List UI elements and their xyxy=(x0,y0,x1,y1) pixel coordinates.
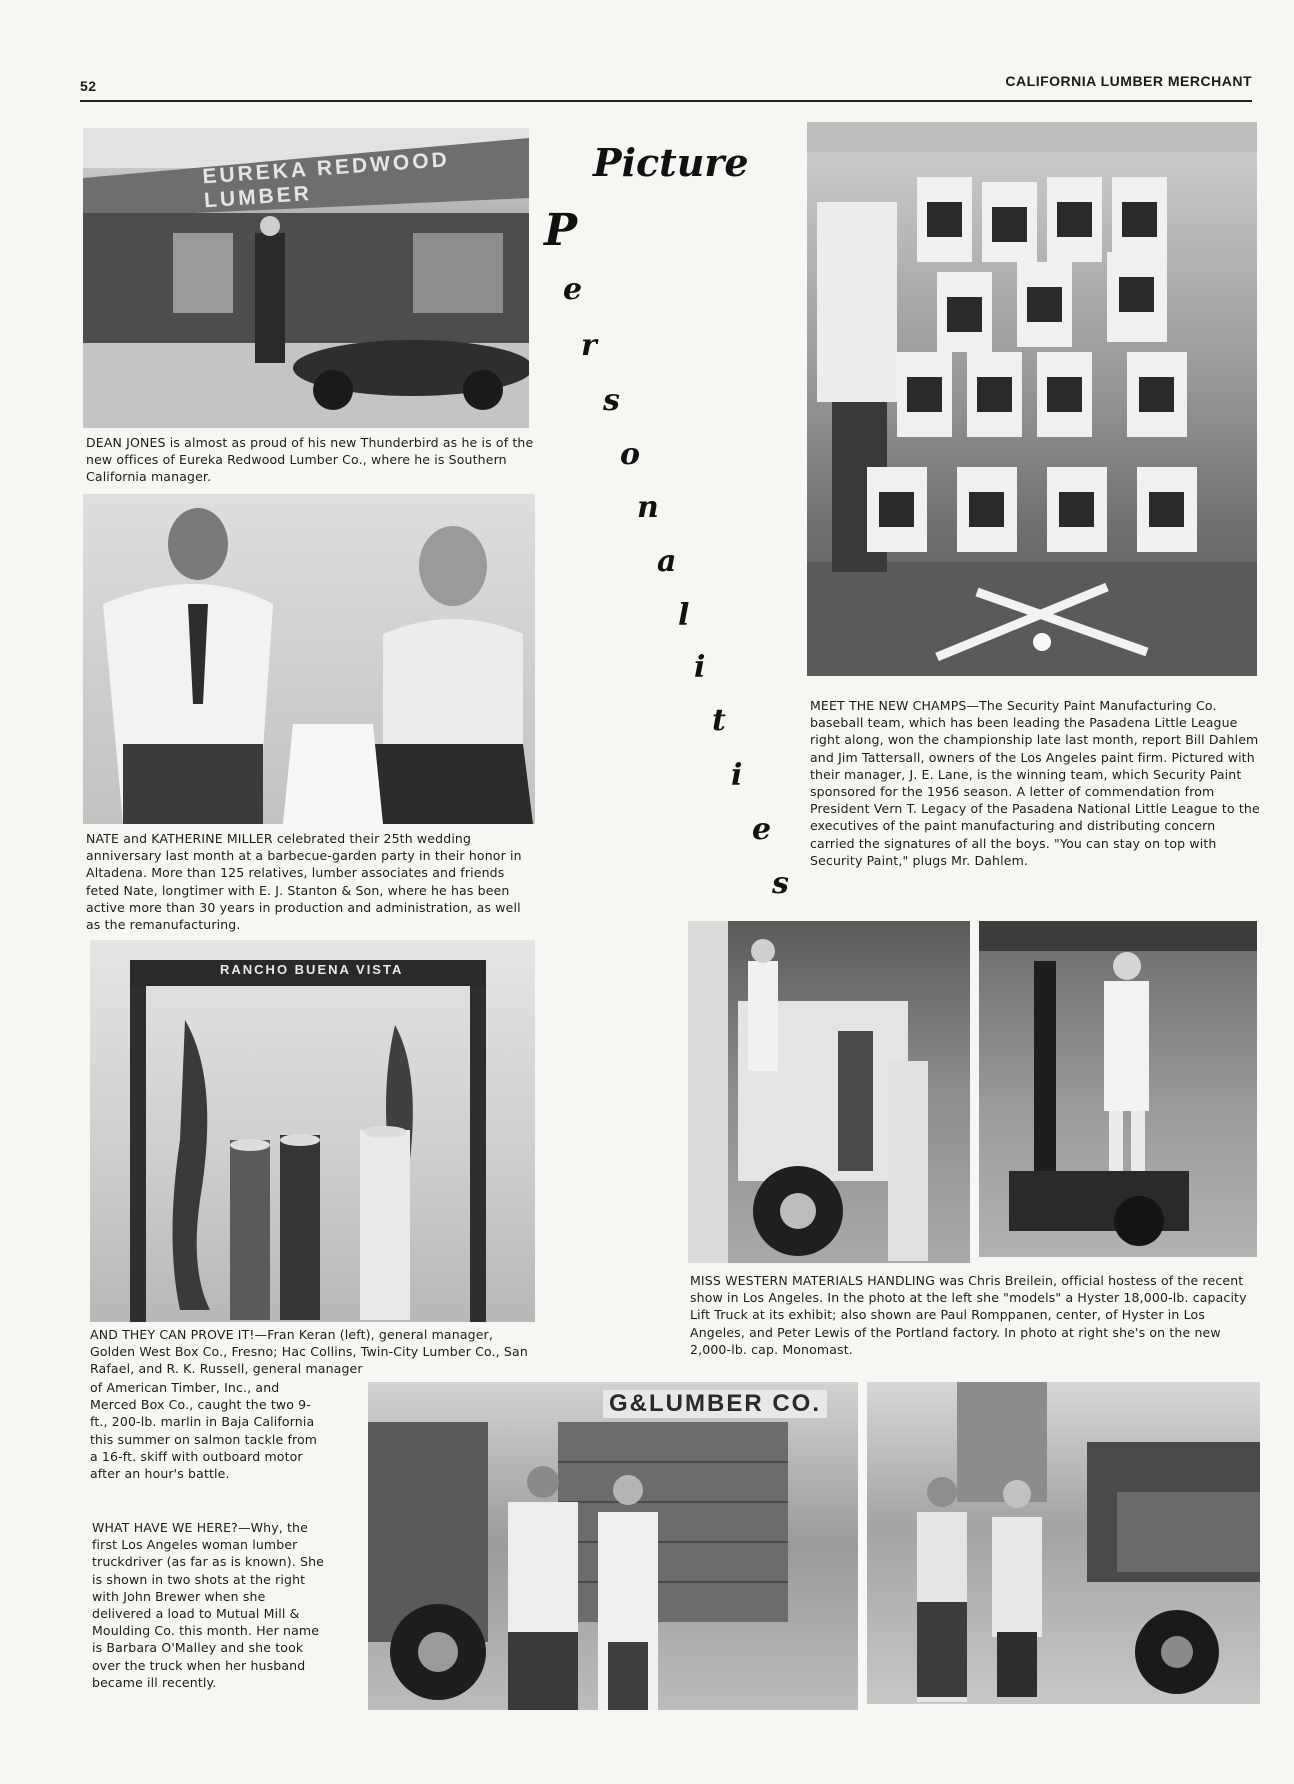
title-letter: l xyxy=(678,598,690,633)
photo-truckdriver-truck xyxy=(867,1382,1260,1704)
publication-name: CALIFORNIA LUMBER MERCHANT xyxy=(1005,73,1252,89)
caption-champs: MEET THE NEW CHAMPS—The Security Paint Manufacturing Co. baseball team, which has been leading the Pasadena Little League right along, won the championship late last month, report Bill Dahlem and Jim Tattersall, owners of the Los Angeles paint firm. Pictured with their manager, J. E. Lane, is the winning team, which Security Paint sponsored for the 1956 season. A letter of commendation from President Vern T. Legacy of the Pasadena National Little League to the executives of the paint manufacturing and distributing concern carried the signatures of all the boys. "You can stay on top with Security Paint," plugs Mr. Dahlem. xyxy=(810,698,1260,868)
photo-baseball-team xyxy=(807,122,1257,676)
title-letter: i xyxy=(694,650,706,685)
caption-truckdriver: WHAT HAVE WE HERE?—Why, the first Los Angeles woman lumber truckdriver (as far as is known). She is shown in two shots at the right with John Brewer when she delivered a load to Mutual Mill & Moulding Co. this month. Her name is Barbara O'Malley and she took over the truck when her husband became ill recently. xyxy=(92,1520,324,1690)
title-letter: s xyxy=(603,383,620,418)
photo-dean-jones xyxy=(83,128,529,428)
title-letter: o xyxy=(620,437,641,472)
title-letter: P xyxy=(544,205,578,256)
photo-marlin-catch xyxy=(90,940,535,1322)
title-letter: e xyxy=(752,812,772,847)
rancho-sign-text: RANCHO BUENA VISTA xyxy=(220,962,404,977)
lumber-sign-text: G&LUMBER CO. xyxy=(603,1390,827,1418)
eureka-sign-text: EUREKA REDWOOD LUMBER xyxy=(201,148,451,213)
photo-miller-anniversary xyxy=(83,494,535,824)
photo-monomast xyxy=(979,921,1257,1257)
page-number: 52 xyxy=(80,78,97,94)
caption-western-materials: MISS WESTERN MATERIALS HANDLING was Chris Breilein, official hostess of the recent show in Los Angeles. In the photo at the left she "models" a Hyster 18,000-lb. capacity Lift Truck at its exhibit; also shown are Paul Romppanen, center, of Hyster in Los Angeles, and Peter Lewis of the Portland factory. In photo at right she's on the new 2,000-lb. cap. Monomast. xyxy=(690,1273,1247,1357)
title-letter: n xyxy=(637,490,659,525)
caption-miller: NATE and KATHERINE MILLER celebrated their 25th wedding anniversary last month at a barbecue-garden party in their honor in Altadena. More than 125 relatives, lumber associates and friends feted Nate, longtimer with E. J. Stanton & Son, where he has been active more than 30 years in production and administration, as well as the remanufacturing. xyxy=(86,831,522,933)
caption-marlin-rest: of American Timber, Inc., and Merced Box Co., caught the two 9-ft., 200-lb. marlin in Baja California this summer on salmon tackle from a 16-ft. skiff with outboard motor after an hour's battle. xyxy=(90,1380,318,1482)
title-letter: s xyxy=(772,866,789,901)
title-letter: e xyxy=(563,272,583,307)
photo-truckdriver-forklift xyxy=(368,1382,858,1710)
caption-marlin-top: AND THEY CAN PROVE IT!—Fran Keran (left), general manager, Golden West Box Co., Fresno; Hac Collins, Twin-City Lumber Co., San Rafael, and R. K. Russell, general manager xyxy=(90,1327,528,1377)
photo-hyster-lift-truck xyxy=(688,921,970,1263)
title-letter: a xyxy=(657,544,677,579)
header-rule xyxy=(80,100,1252,102)
title-picture: Picture xyxy=(593,140,749,185)
title-letter: t xyxy=(712,703,726,738)
title-letter: r xyxy=(581,328,597,363)
caption-dean-jones: DEAN JONES is almost as proud of his new Thunderbird as he is of the new offices of Eureka Redwood Lumber Co., where he is Southern California manager. xyxy=(86,435,534,485)
title-letter: i xyxy=(731,758,743,793)
